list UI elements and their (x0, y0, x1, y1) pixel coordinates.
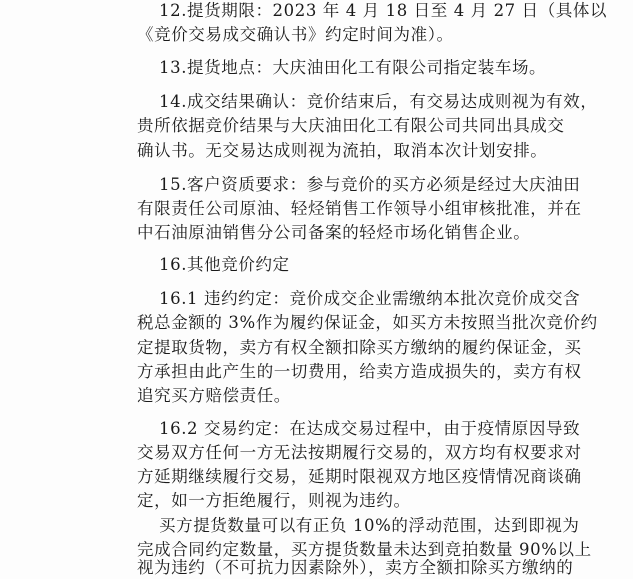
text-line-22: 视为违约（不可抗力因素除外），卖方全额扣除买方缴纳的 (137, 558, 574, 577)
text-line-16: 16.2 交易约定：在达成交易过程中，由于疫情原因导致 (159, 419, 581, 438)
text-line-5: 贵所依据竞价结果与大庆油田化工有限公司共同出具成交 (137, 116, 565, 135)
text-line-12: 税总金额的 3%作为履约保证金，如买方未按照当批次竞价约 (137, 313, 598, 332)
text-line-13: 定提取货物，卖方有权全额扣除买方缴纳的履约保证金，买 (137, 338, 582, 357)
text-line-10: 16.其他竞价约定 (159, 255, 290, 274)
text-line-11: 16.1 违约约定：竞价成交企业需缴纳本批次竞价成交含 (159, 289, 581, 308)
text-line-8: 有限责任公司原油、轻烃销售工作领导小组审核批准，并在 (137, 199, 582, 218)
text-line-4: 14.成交结果确认：竞价结束后，有交易达成则视为有效， (159, 92, 598, 111)
text-line-3: 13.提货地点：大庆油田化工有限公司指定装车场。 (159, 58, 547, 77)
text-line-14: 方承担由此产生的一切费用，给卖方造成损失的，卖方有权 (137, 362, 582, 381)
text-line-20: 买方提货数量可以有正负 10%的浮动范围，达到即视为 (159, 516, 580, 535)
text-line-2: 《竞价交易成交确认书》约定时间为准）。 (137, 25, 454, 44)
text-line-19: 定，如一方拒绝履行，则视为违约。 (137, 491, 411, 510)
text-line-17: 交易双方任何一方无法按期履行交易的，双方均有权要求对 (137, 443, 582, 462)
text-line-1: 12.提货期限：2023 年 4 月 18 日至 4 月 27 日（具体以 (159, 1, 608, 20)
text-line-18: 方延期继续履行交易，延期时限视双方地区疫情情况商谈确 (137, 467, 582, 486)
text-line-15: 追究买方赔偿责任。 (137, 386, 291, 405)
text-line-6: 确认书。无交易达成则视为流拍，取消本次计划安排。 (137, 141, 548, 160)
text-line-21: 完成合同约定数量，买方提货数量未达到竞拍数量 90%以上 (137, 540, 592, 559)
text-line-9: 中石油原油销售分公司备案的轻烃市场化销售企业。 (137, 223, 531, 242)
text-line-7: 15.客户资质要求：参与竞价的买方必须是经过大庆油田 (159, 175, 581, 194)
